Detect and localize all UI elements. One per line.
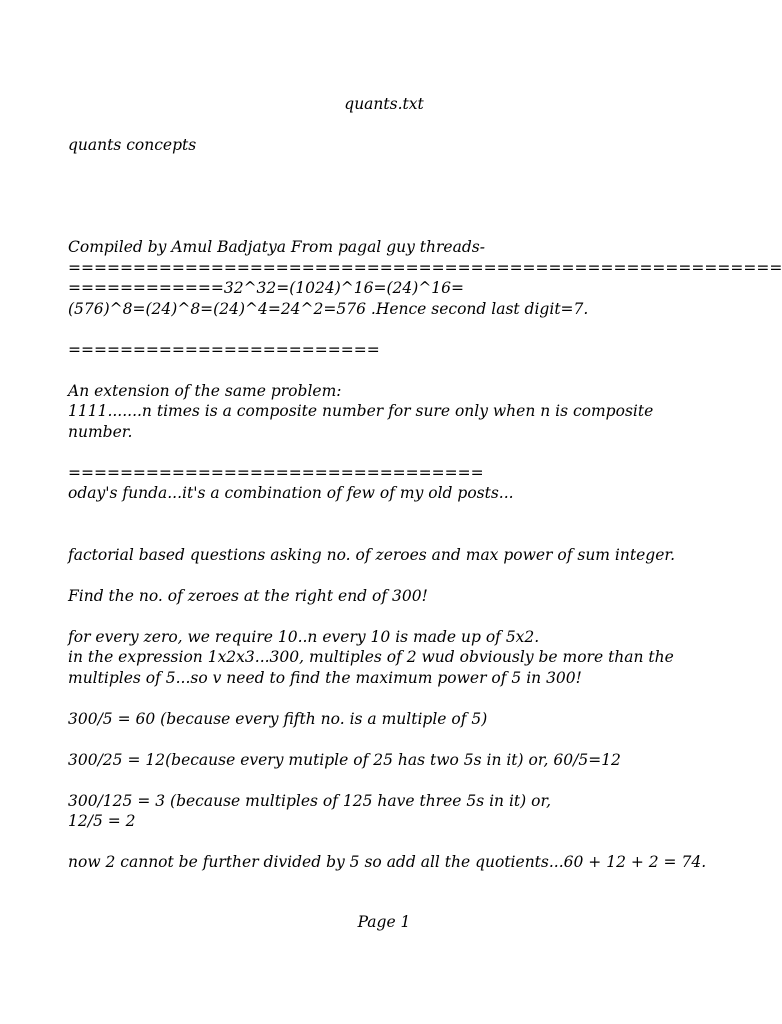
text-line: for every zero, we require 10..n every 10 is made up of 5x2. — [68, 627, 540, 646]
text-line: 300/125 = 3 (because multiples of 125 have three 5s in it) or, — [68, 791, 552, 810]
text-line: An extension of the same problem: — [68, 381, 342, 400]
blank-line — [68, 504, 708, 525]
document-body — [68, 237, 782, 873]
document-subtitle: quants concepts — [68, 136, 197, 154]
text-line: 1111.......n times is a composite number for sure only when n is composite — [68, 402, 654, 420]
blank-line — [68, 770, 708, 791]
text-line: Compiled by Amul Badjatya From pagal guy threads- — [68, 238, 485, 256]
file-title: quants.txt — [344, 95, 424, 113]
text-line: multiples of 5...so v need to find the maximum power of 5 in 300! — [68, 668, 582, 687]
blank-line — [68, 565, 708, 586]
text-line: 300/5 = 60 (because every fifth no. is a multiple of 5) — [68, 709, 488, 728]
text-line: number. — [68, 422, 133, 441]
blank-line — [68, 729, 708, 750]
blank-line — [68, 688, 708, 709]
text-line: ======================================================= — [68, 258, 782, 277]
blank-line — [68, 319, 708, 340]
text-line: 300/25 = 12(because every mutiple of 25 has two 5s in it) or, 60/5=12 — [68, 750, 621, 769]
text-line: ============32^32=(1024)^16=(24)^16= — [68, 279, 465, 297]
blank-line — [68, 832, 708, 853]
text-line: Find the no. of zeroes at the right end of 300! — [68, 586, 428, 605]
text-line: in the expression 1x2x3...300, multiples of 2 wud obviously be more than the — [68, 648, 674, 666]
text-line: now 2 cannot be further divided by 5 so add all the quotients...60 + 12 + 2 = 74. — [68, 853, 707, 871]
text-line: 12/5 = 2 — [68, 812, 136, 830]
page-number: Page 1 — [357, 913, 411, 931]
text-line: ================================ — [68, 463, 484, 482]
blank-line — [68, 524, 708, 545]
text-line: factorial based questions asking no. of zeroes and max power of sum integer. — [68, 545, 676, 564]
text-line: (576)^8=(24)^8=(24)^4=24^2=576 .Hence second last digit=7. — [68, 299, 589, 318]
text-line: oday's funda...it's a combination of few of my old posts... — [68, 484, 514, 502]
blank-line — [68, 606, 708, 627]
blank-line — [68, 442, 708, 463]
text-line: ======================== — [68, 340, 380, 359]
blank-line — [68, 360, 708, 381]
